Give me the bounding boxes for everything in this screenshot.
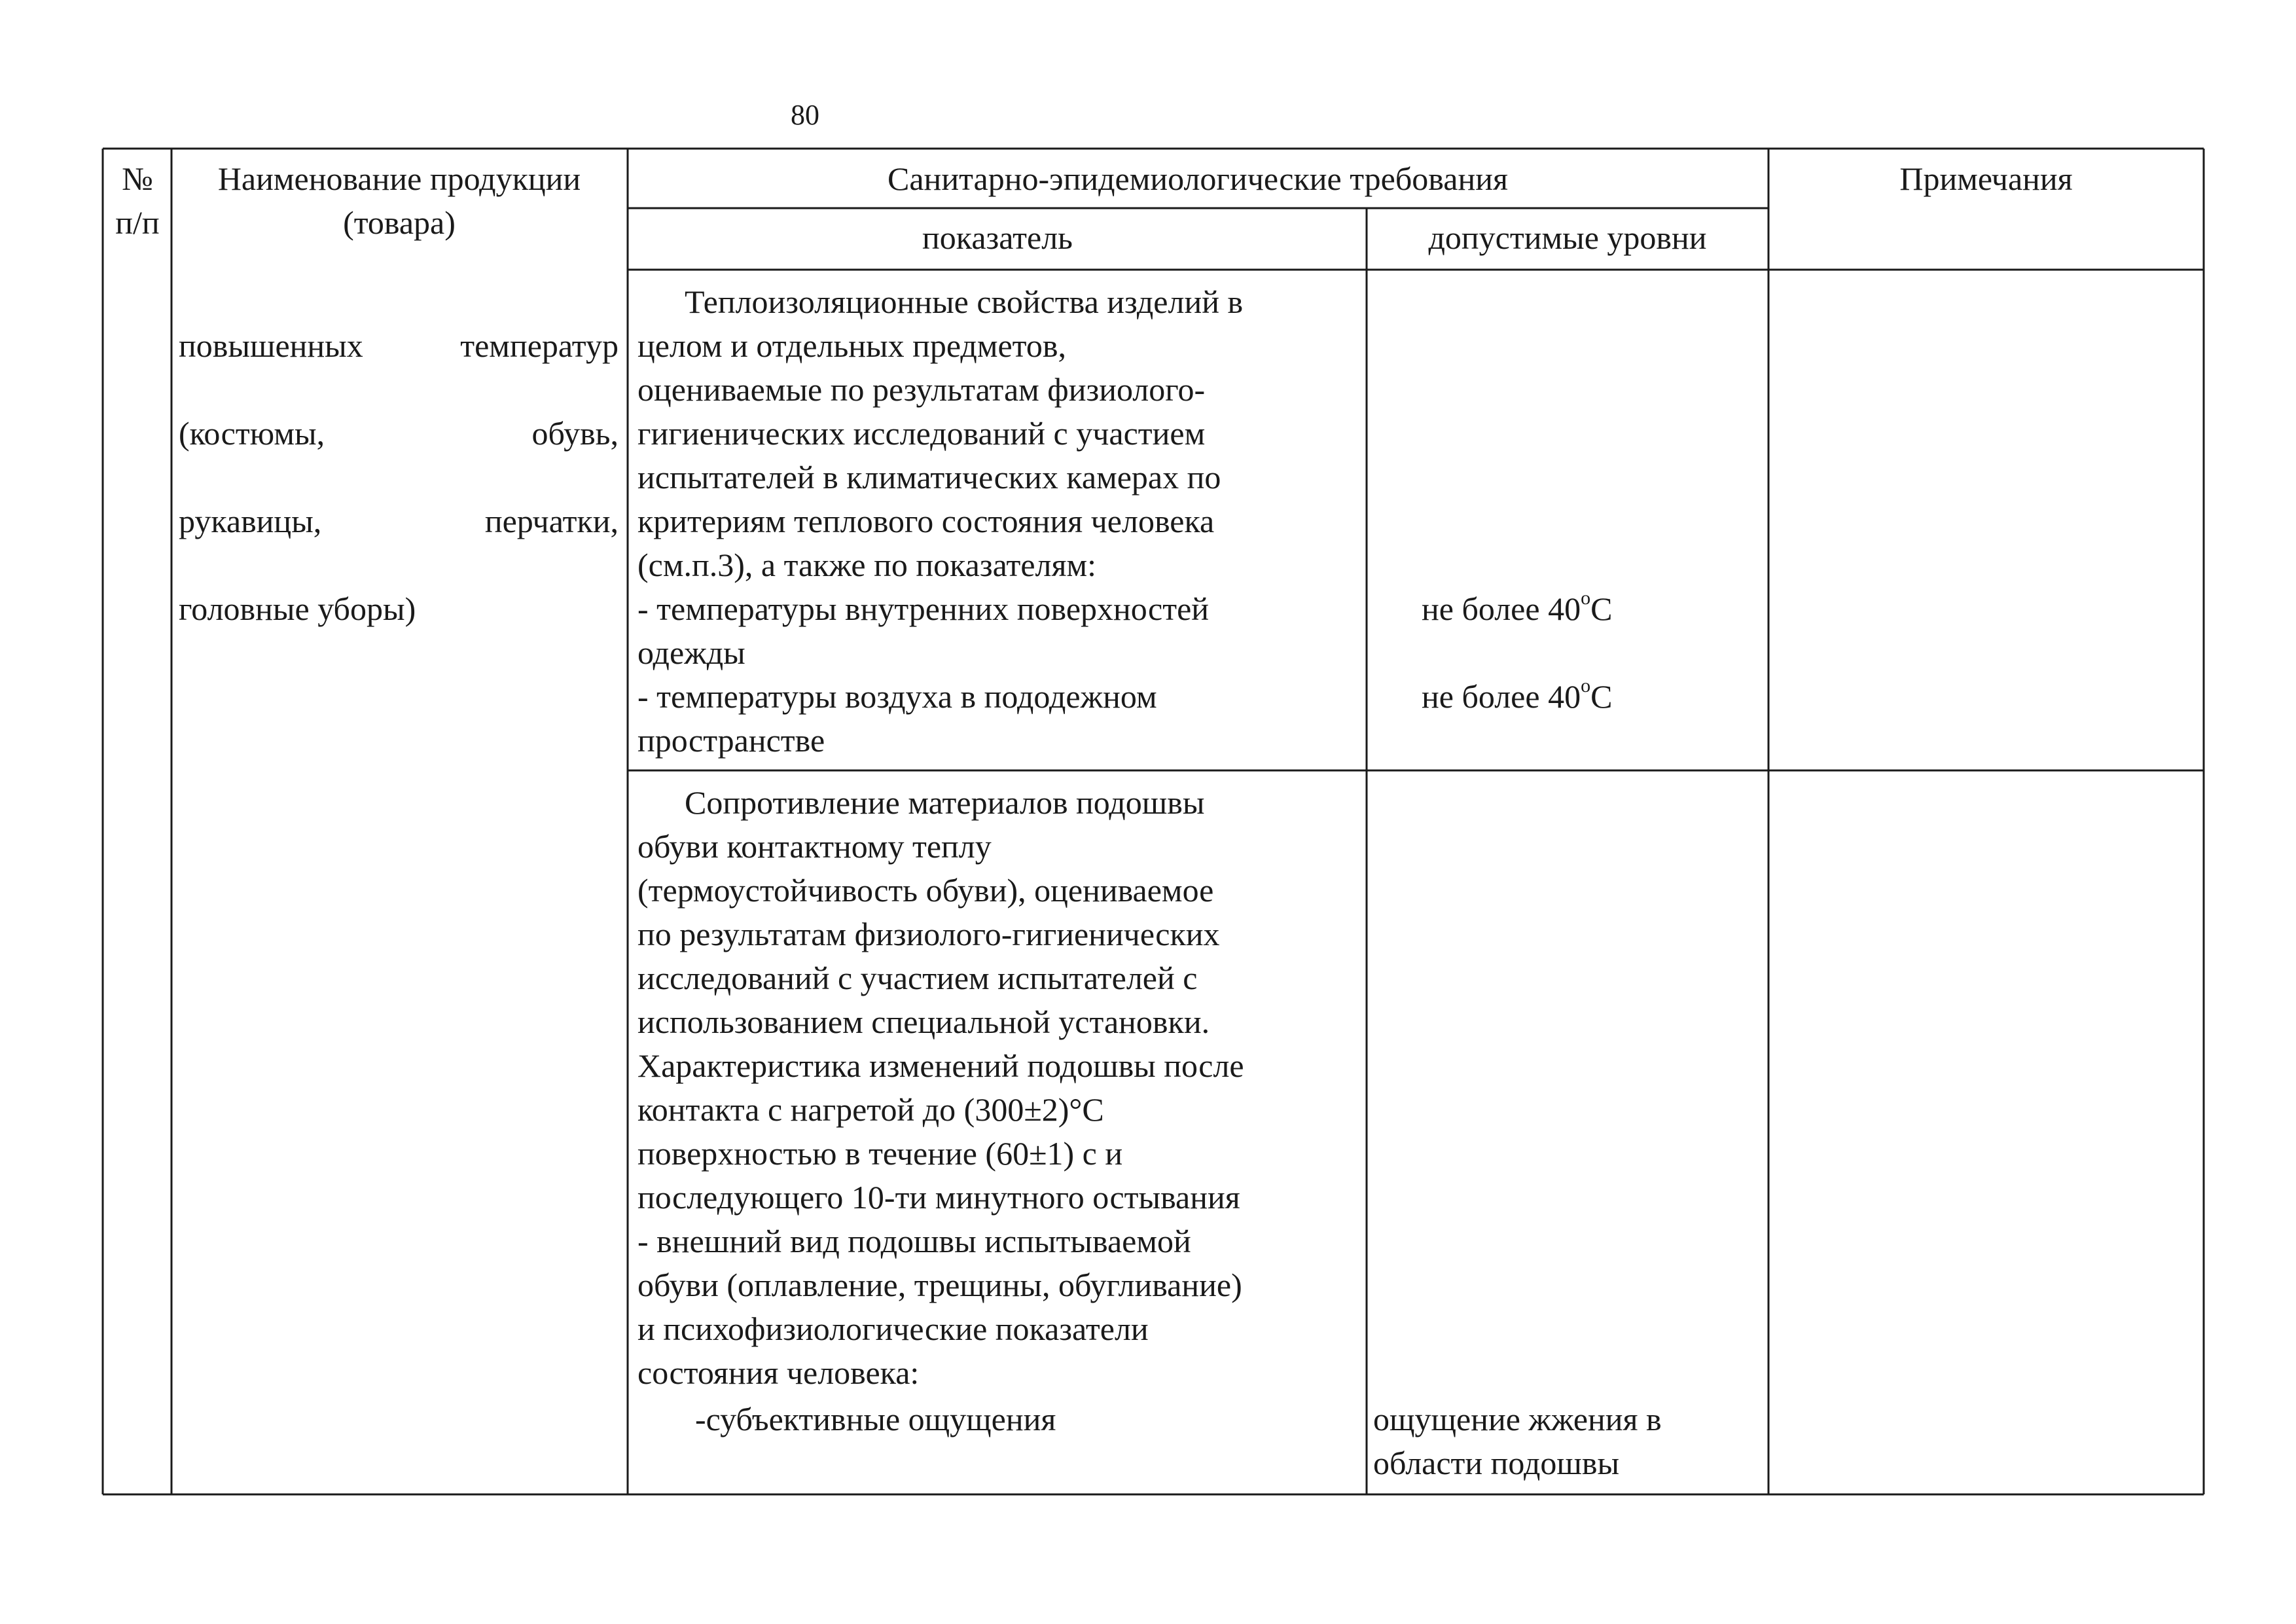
row2-level1: ощущение жжения в области подошвы [1373,1401,1662,1481]
header-indicator: показатель [922,219,1073,256]
product-name-line: головные уборы) [179,590,416,627]
row1-level2-unit: С [1590,678,1613,715]
header-requirements: Санитарно-эпидемиологические требования [888,160,1508,197]
header-product-name: Наименование продукции (товара) [217,160,581,241]
row2-indicator-sub1: -субъективные ощущения [695,1401,1056,1437]
row1-indicator-main: Теплоизоляционные свойства изделий в целом и отдельных предметов, оцениваемые по результатам физиолого- гигиенических исследований с участием испытателей в климатических камерах по критериям теплового состояния человека (см.п.3), а также по показателям: [637,283,1244,583]
header-allowed-levels: допустимые уровни [1428,219,1707,256]
row1-level2-degree: о [1581,675,1591,696]
row1-indicator-sub1: - температуры внутренних поверхностей одежды [637,590,1210,671]
header-notes: Примечания [1899,160,2073,197]
row2-indicator-main: Сопротивление материалов подошвы обуви контактному теплу (термоустойчивость обуви), оцениваемое по результатам физиолого-гигиенических исследований с участием испытателей с использованием специальной установки. Характеристика изменений подошвы после контакта с нагретой до (300±2)°С поверхностью в течение (60±1) с и последующего 10-ти минутного остывания - внешний вид подошвы испытываемой обуви (оплавление, трещины, обугливание) и психофизиологические показатели состояния человека: [637,784,1244,1391]
row1-indicator-sub2: - температуры воздуха в пододежном пространстве [637,678,1157,759]
row1-level1-value: не более 40 [1422,590,1581,627]
header-number: № п/п [115,160,160,241]
row1-level2-value: не более 40 [1422,678,1581,715]
product-name-line: повышенных температур [179,327,619,364]
product-name-line: (костюмы, обувь, [179,415,619,452]
product-name [179,280,619,675]
product-name-line: рукавицы, перчатки, [179,503,619,539]
row1-level1-unit: С [1590,590,1613,627]
row1-level1 [1422,587,1762,631]
row1-level1-degree: о [1581,587,1591,609]
page-number: 80 [791,99,819,131]
row1-level2 [1422,675,1762,719]
